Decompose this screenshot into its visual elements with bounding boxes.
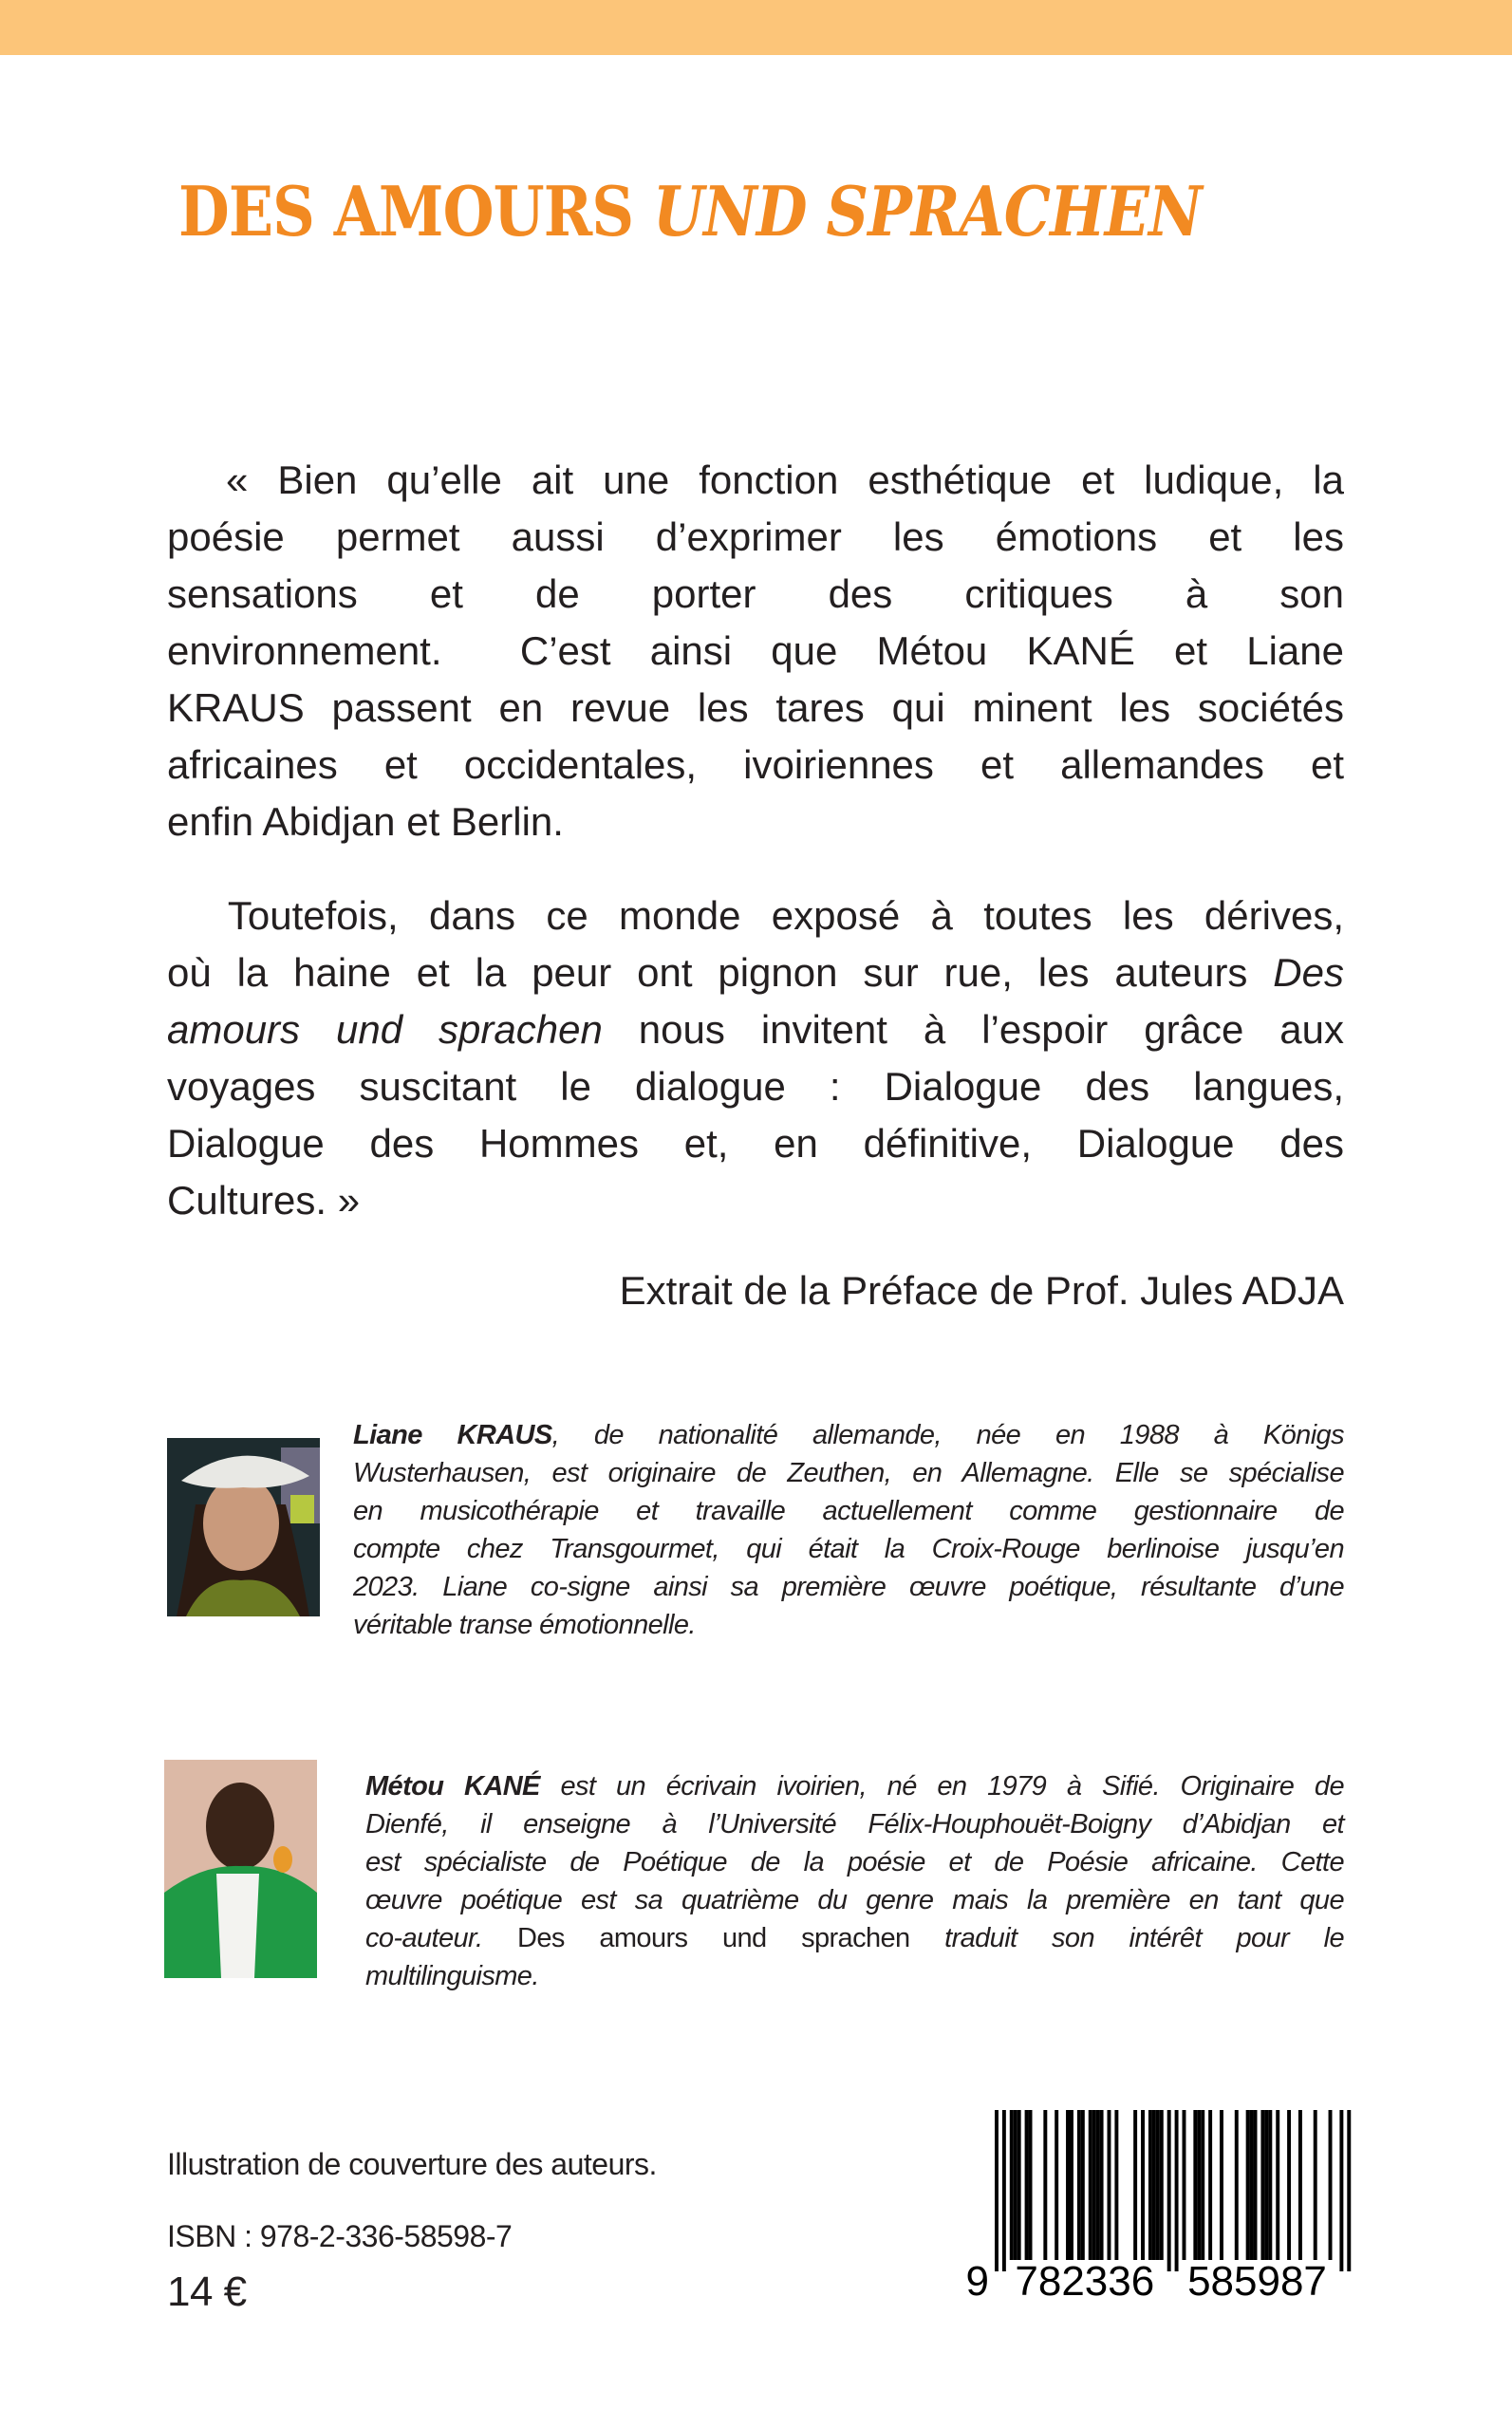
barcode-digits-right: 585987 (1187, 2258, 1327, 2305)
barcode-digits-left: 782336 (1015, 2258, 1155, 2305)
barcode-bar (1314, 2110, 1317, 2260)
barcode-bar (1096, 2110, 1100, 2260)
barcode-bar (1100, 2110, 1104, 2260)
text-segment: amours und sprachen (167, 1007, 603, 1052)
title-main: DES AMOURS (178, 171, 653, 252)
text-segment: compte chez Transgourmet, qui était la Croix-Rouge berlinoise jusqu’en (353, 1534, 1344, 1564)
text-line (167, 452, 1344, 509)
barcode-bar (1010, 2110, 1014, 2260)
text-segment: Wusterhausen, est originaire de Zeuthen, en Allemagne. Elle se spécialise (353, 1458, 1344, 1488)
barcode-bar (1148, 2110, 1152, 2260)
barcode-bar (1066, 2110, 1070, 2260)
text-segment: œuvre poétique est sa quatrième du genre mais la première en tant que (365, 1885, 1344, 1915)
barcode-bar (1077, 2110, 1081, 2260)
text-segment: multilinguisme. (365, 1961, 539, 1991)
barcode-bar (1055, 2110, 1058, 2260)
barcode-bar (1081, 2110, 1085, 2260)
barcode-bar (1014, 2110, 1017, 2260)
barcode-bar (1208, 2110, 1212, 2260)
text-line (365, 1957, 1344, 1995)
barcode-bar (1197, 2110, 1201, 2260)
author-bio-metou-kane (365, 1767, 1344, 1995)
text-segment: est un écrivain ivoirien, né en 1979 à Sifié. Originaire de (539, 1771, 1344, 1802)
barcode-bar (1220, 2110, 1223, 2260)
barcode-bar (1183, 2110, 1186, 2260)
price: 14 € (167, 2269, 247, 2315)
barcode-bar (1329, 2110, 1333, 2260)
author-name: Liane KRAUS (353, 1420, 552, 1450)
text-segment: Des (1273, 950, 1344, 995)
text-line (167, 737, 1344, 794)
preface-paragraph-2 (167, 887, 1344, 1229)
barcode-bar (1043, 2110, 1047, 2260)
barcode-bar (1339, 2110, 1343, 2271)
barcode-bar (1347, 2110, 1351, 2271)
text-segment: en musicothérapie et travaille actuellement comme gestionnaire de (353, 1496, 1344, 1526)
text-segment: Des amours und sprachen (517, 1923, 945, 1953)
text-segment: nous invitent à l’espoir grâce aux (602, 1007, 1344, 1052)
text-segment: où la haine et la peur ont pignon sur rue, les auteurs (167, 950, 1274, 995)
text-line (167, 509, 1344, 566)
text-line (365, 1843, 1344, 1881)
barcode-bar (1002, 2110, 1006, 2271)
text-line (353, 1416, 1344, 1454)
text-segment: « Bien qu’elle ait une fonction esthétique et ludique, la (167, 458, 1344, 502)
barcode-bar (1167, 2110, 1171, 2271)
isbn-barcode (965, 2105, 1357, 2305)
text-segment: véritable transe émotionnelle. (353, 1610, 696, 1640)
barcode-bar (1114, 2110, 1118, 2260)
text-segment: co-auteur. (365, 1923, 518, 1953)
text-segment: sensations et de porter des critiques à son (167, 571, 1344, 616)
barcode-bar (1133, 2110, 1137, 2260)
text-line (365, 1919, 1344, 1957)
barcode-bar (1193, 2110, 1197, 2260)
barcode-bar (1246, 2110, 1250, 2260)
text-segment: KRAUS passent en revue les tares qui minent les sociétés (167, 685, 1344, 730)
isbn: ISBN : 978-2-336-58598-7 (167, 2219, 513, 2253)
barcode-bar (1017, 2110, 1021, 2260)
preface-attribution: Extrait de la Préface de Prof. Jules ADJA (619, 1268, 1344, 1313)
title-italic: UND SPRACHEN (652, 171, 1202, 252)
text-line (365, 1767, 1344, 1805)
barcode-bar (1029, 2110, 1033, 2260)
barcode-digit-first: 9 (965, 2258, 989, 2305)
author-photo-liane-kraus (167, 1438, 320, 1616)
text-line (167, 794, 1344, 850)
barcode-bar (1235, 2110, 1239, 2260)
text-line (167, 1115, 1344, 1172)
barcode-bar (1250, 2110, 1254, 2260)
barcode-bar (1254, 2110, 1258, 2260)
barcode-bar (1092, 2110, 1096, 2260)
text-line (167, 1172, 1344, 1229)
text-segment: Dienfé, il enseigne à l’Université Félix-Houphouët-Boigny d’Abidjan et (365, 1809, 1344, 1839)
barcode-bar (1201, 2110, 1204, 2260)
barcode-bar (1156, 2110, 1160, 2260)
top-color-band (0, 0, 1512, 55)
text-segment: , de nationalité allemande, née en 1988 à Königs (551, 1420, 1344, 1450)
text-line (353, 1454, 1344, 1492)
text-line (353, 1530, 1344, 1568)
text-line (365, 1881, 1344, 1919)
author-photo-metou-kane (164, 1760, 317, 1978)
preface-paragraph-1 (167, 452, 1344, 850)
text-segment: 2023. Liane co-signe ainsi sa première œuvre poétique, résultante d’une (353, 1572, 1344, 1602)
text-line (365, 1805, 1344, 1843)
text-line (353, 1492, 1344, 1530)
text-line (167, 566, 1344, 623)
barcode-bar (1025, 2110, 1029, 2260)
text-segment: Cultures. » (167, 1178, 361, 1223)
barcode-bar (1108, 2110, 1111, 2260)
book-title (178, 171, 1202, 252)
text-line (167, 1058, 1344, 1115)
text-segment: Toutefois, dans ce monde exposé à toutes les dérives, (167, 893, 1344, 938)
barcode-bar (995, 2110, 999, 2271)
text-line (353, 1568, 1344, 1606)
cover-illustration-credit: Illustration de couverture des auteurs. (167, 2147, 657, 2181)
barcode-bar (1298, 2110, 1302, 2260)
barcode-bar (1152, 2110, 1156, 2260)
barcode-bar (1141, 2110, 1145, 2260)
barcode-bar (1089, 2110, 1092, 2260)
barcode-bar (1264, 2110, 1268, 2260)
text-line (167, 944, 1344, 1001)
text-segment: voyages suscitant le dialogue : Dialogue des langues, (167, 1064, 1344, 1109)
text-line (353, 1606, 1344, 1644)
barcode-bar (1160, 2110, 1164, 2260)
text-line (167, 887, 1344, 944)
text-line (167, 680, 1344, 737)
barcode-bar (1287, 2110, 1291, 2260)
text-segment: enfin Abidjan et Berlin. (167, 799, 564, 844)
barcode-bar (1260, 2110, 1264, 2260)
barcode-bar (1070, 2110, 1073, 2260)
text-line (167, 623, 1344, 680)
text-segment: poésie permet aussi d’exprimer les émotions et les (167, 514, 1344, 559)
barcode-bar (1175, 2110, 1179, 2271)
text-segment: est spécialiste de Poétique de la poésie et de Poésie africaine. Cette (365, 1847, 1344, 1877)
text-segment: environnement. C’est ainsi que Métou KANÉ et Liane (167, 628, 1344, 673)
author-bio-liane-kraus (353, 1416, 1344, 1644)
barcode-bar (1268, 2110, 1272, 2260)
text-segment: traduit son intérêt pour le (944, 1923, 1344, 1953)
text-segment: africaines et occidentales, ivoiriennes et allemandes et (167, 742, 1344, 787)
text-segment: Dialogue des Hommes et, en définitive, Dialogue des (167, 1121, 1344, 1166)
text-line (167, 1001, 1344, 1058)
author-name: Métou KANÉ (365, 1771, 540, 1802)
barcode-bar (1276, 2110, 1279, 2260)
